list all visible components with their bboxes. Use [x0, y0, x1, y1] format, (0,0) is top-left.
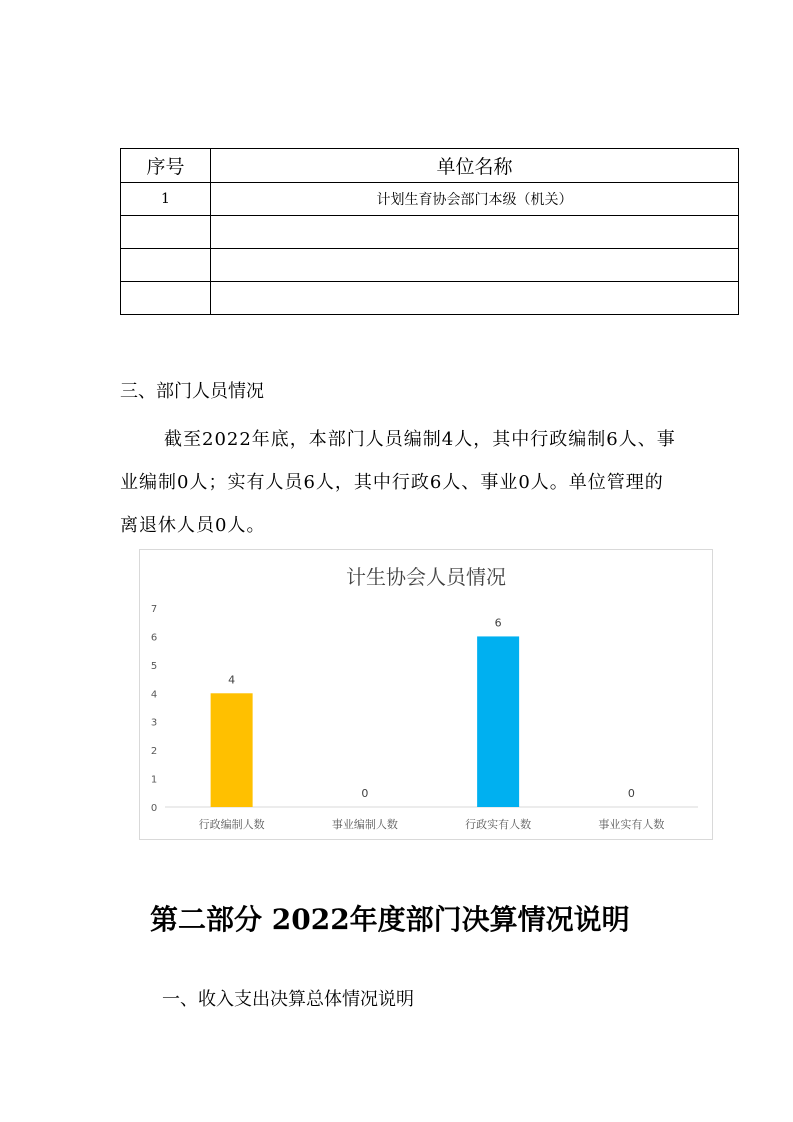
- personnel-chart: [139, 549, 713, 840]
- cell-index: 1: [121, 183, 211, 216]
- x-tick-label: 行政实有人数: [465, 818, 532, 831]
- y-tick-label: 5: [150, 660, 158, 672]
- cell-index: [121, 216, 211, 249]
- bar-0: [211, 693, 253, 807]
- table-header-row: [121, 149, 739, 183]
- data-label: 6: [494, 616, 502, 630]
- section-heading-personnel: 三、部门人员情况: [120, 381, 264, 402]
- y-tick-label: 6: [150, 632, 158, 644]
- y-tick-label: 2: [150, 746, 158, 758]
- table-row: [121, 282, 739, 315]
- table-row: [121, 216, 739, 249]
- x-tick-label: 事业实有人数: [598, 818, 665, 831]
- y-tick-label: 4: [150, 689, 158, 701]
- data-label: 4: [228, 673, 236, 687]
- header-unit-name: 单位名称: [211, 149, 739, 183]
- chart-svg: [140, 550, 712, 839]
- y-tick-label: 1: [150, 774, 158, 786]
- table-row: [121, 183, 739, 216]
- unit-table: [120, 148, 739, 315]
- personnel-paragraph-text: 截至2022年底，本部门人员编制4人，其中行政编制6人、事业编制0人；实有人员6人，其中行政6人、事业0人。单位管理的离退休人员0人。: [120, 429, 676, 536]
- cell-index: [121, 282, 211, 315]
- y-tick-label: 0: [150, 803, 158, 814]
- part2-heading: 第二部分 2022年度部门决算情况说明: [150, 903, 630, 936]
- header-index: 序号: [121, 149, 211, 183]
- x-tick-label: 行政编制人数: [198, 818, 265, 831]
- cell-index: [121, 249, 211, 282]
- data-label: 0: [627, 787, 635, 800]
- bar-2: [477, 636, 519, 807]
- chart-title: 计生协会人员情况: [346, 565, 506, 589]
- cell-unit-name: 计划生育协会部门本级（机关）: [211, 183, 739, 216]
- data-label: 0: [361, 787, 369, 800]
- y-tick-label: 7: [150, 604, 158, 615]
- personnel-paragraph: [120, 418, 680, 547]
- cell-unit-name: [211, 216, 739, 249]
- cell-unit-name: [211, 249, 739, 282]
- cell-unit-name: [211, 282, 739, 315]
- x-tick-label: 事业编制人数: [331, 818, 398, 831]
- y-tick-label: 3: [150, 717, 158, 729]
- table-row: [121, 249, 739, 282]
- part2-subheading: 一、收入支出决算总体情况说明: [162, 989, 414, 1010]
